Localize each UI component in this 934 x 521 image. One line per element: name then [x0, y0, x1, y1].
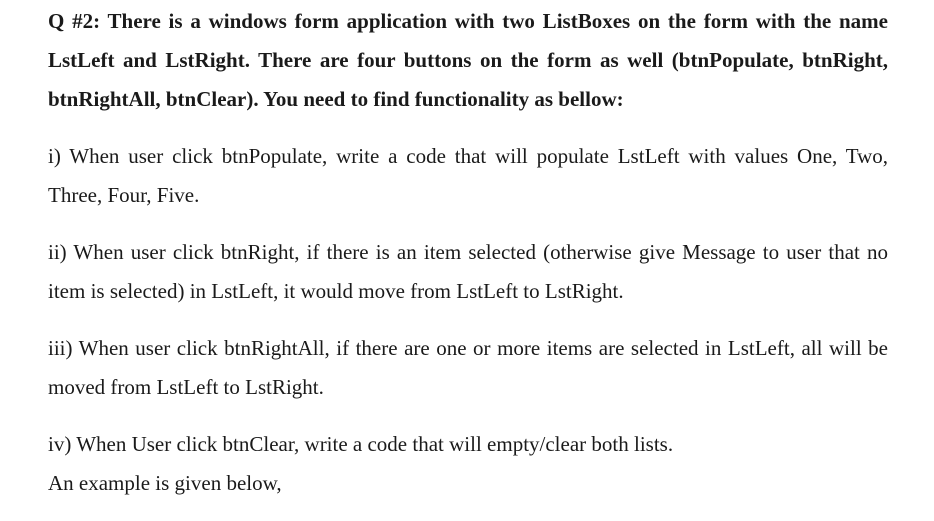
question-heading: Q #2: There is a windows form application with two ListBoxes on the form with the name LstLeft and LstRight. There are four buttons on the form as well (btnPopulate, btnRight, btnRightAll, btnClear). You need to find functionality as bellow: — [48, 9, 888, 111]
requirement-item-1: i) When user click btnPopulate, write a code that will populate LstLeft with values One, Two, Three, Four, Five. — [48, 144, 888, 207]
example-intro: An example is given below, — [48, 471, 282, 495]
requirement-item-2: ii) When user click btnRight, if there is an item selected (otherwise give Message to user that no item is selected) in LstLeft, it would move from LstLeft to LstRight. — [48, 240, 888, 303]
requirement-item-3: iii) When user click btnRightAll, if there are one or more items are selected in LstLeft, all will be moved from LstLeft to LstRight. — [48, 336, 888, 399]
document-body — [48, 0, 888, 503]
requirement-item-4: iv) When User click btnClear, write a code that will empty/clear both lists. — [48, 432, 674, 456]
